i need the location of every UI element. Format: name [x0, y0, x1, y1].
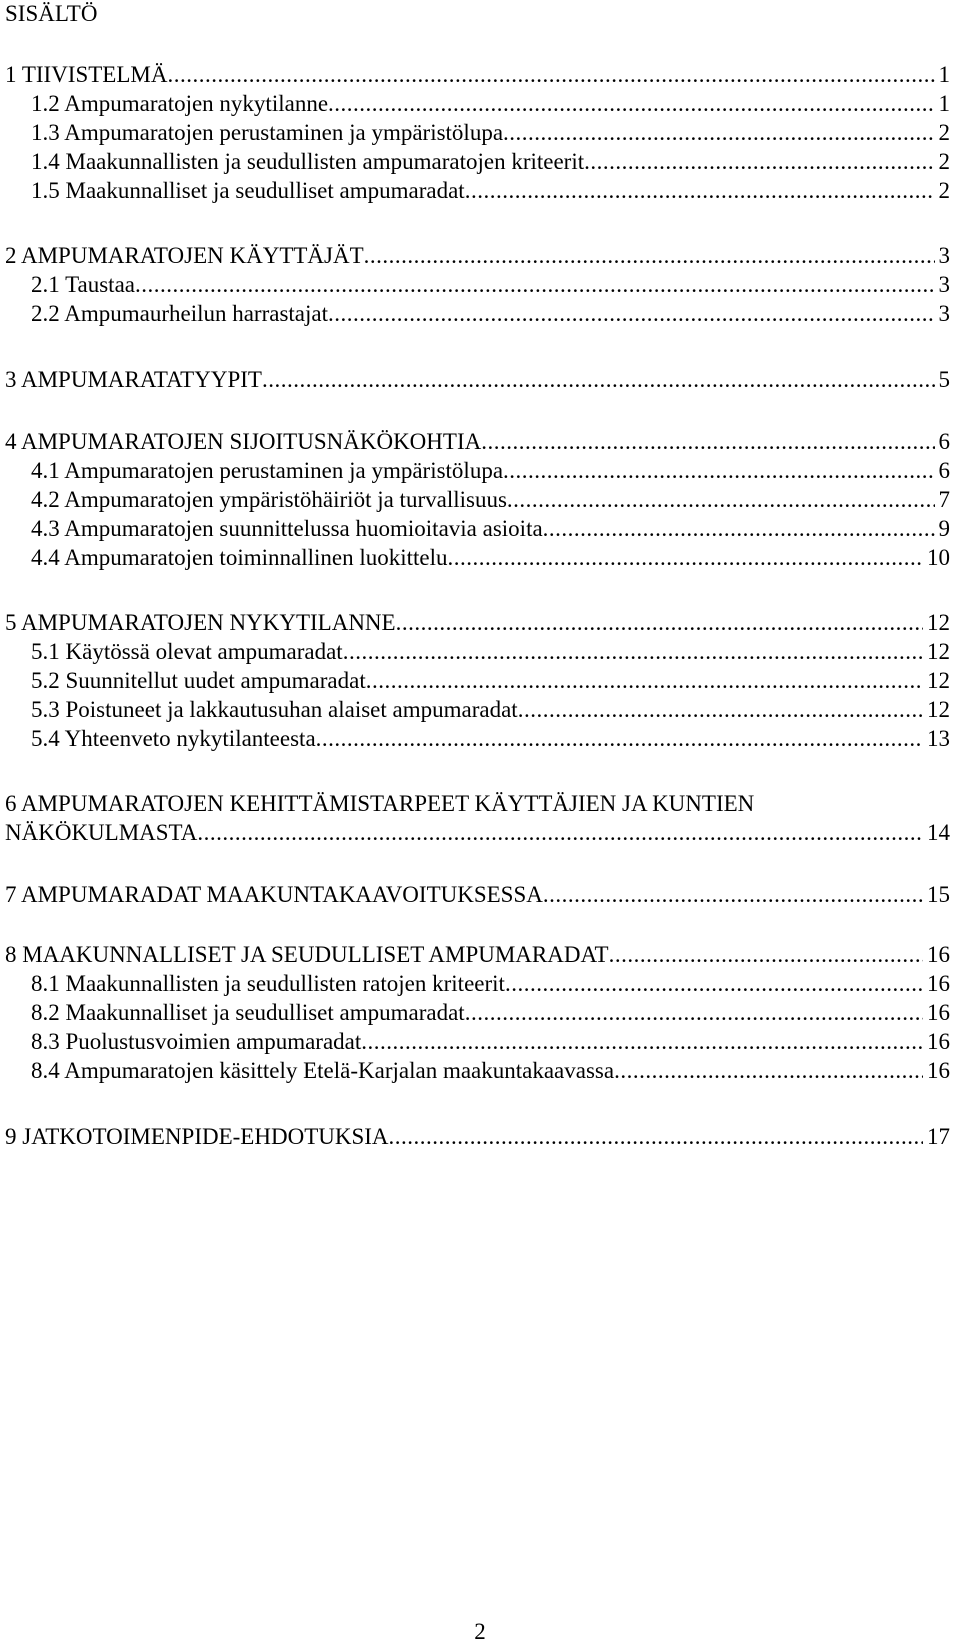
dot-leader	[609, 940, 923, 970]
page-number: 2	[474, 1619, 486, 1644]
toc-entry-5-3[interactable]	[31, 695, 950, 725]
toc-entry-page: 10	[927, 545, 950, 570]
toc-entry-8-3[interactable]	[31, 1027, 950, 1057]
toc-entry-page: 16	[927, 971, 950, 996]
toc-entry-page: 16	[927, 1000, 950, 1025]
toc-entry-5-4[interactable]	[31, 724, 950, 754]
toc-entry-4-2[interactable]	[31, 485, 950, 515]
toc-entry-label: 7 AMPUMARADAT MAAKUNTAKAAVOITUKSESSA	[5, 882, 543, 907]
toc-entry-label: 4 AMPUMARATOJEN SIJOITUSNÄKÖKOHTIA	[5, 429, 482, 454]
toc-entry-label: 2.1 Taustaa	[31, 272, 135, 297]
toc-entry-page: 1	[938, 91, 950, 116]
toc-entry-label: 5.4 Yhteenveto nykytilanteesta	[31, 726, 316, 751]
toc-entry-page: 3	[938, 243, 950, 268]
dot-leader	[584, 147, 934, 177]
dot-leader	[503, 118, 934, 148]
dot-leader	[481, 427, 934, 457]
dot-leader	[361, 1027, 923, 1057]
toc-entry-1[interactable]	[5, 60, 950, 90]
toc-entry-page: 9	[938, 516, 950, 541]
dot-leader	[316, 724, 923, 754]
dot-leader	[328, 299, 934, 329]
toc-entry-page: 12	[927, 697, 950, 722]
toc-entry-page: 16	[927, 942, 950, 967]
page-title: SISÄLTÖ	[5, 1, 98, 26]
toc-entry-label: 8 MAAKUNNALLISET JA SEUDULLISET AMPUMARADAT	[5, 942, 609, 967]
toc-entry-label: 4.1 Ampumaratojen perustaminen ja ympäristölupa	[31, 458, 504, 483]
toc-entry-label: 1.5 Maakunnalliset ja seudulliset ampumaradat	[31, 178, 465, 203]
toc-entry-label: 4.2 Ampumaratojen ympäristöhäiriöt ja turvallisuus	[31, 487, 507, 512]
toc-entry-page: 2	[938, 120, 950, 145]
dot-leader	[543, 880, 923, 910]
toc-entry-4-3[interactable]	[31, 514, 950, 544]
toc-entry-page: 2	[938, 149, 950, 174]
dot-leader	[262, 365, 935, 395]
toc-entry-page: 1	[938, 62, 950, 87]
toc-entry-2[interactable]	[5, 241, 950, 271]
toc-entry-page: 12	[927, 639, 950, 664]
toc-entry-label: 2.2 Ampumaurheilun harrastajat	[31, 301, 329, 326]
toc-entry-page: 6	[938, 458, 950, 483]
toc-entry-8-4[interactable]	[31, 1056, 950, 1086]
toc-entry-page: 14	[927, 820, 950, 845]
toc-entry-label: 5.3 Poistuneet ja lakkautusuhan alaiset ampumaradat	[31, 697, 518, 722]
toc-entry-label: 2 AMPUMARATOJEN KÄYTTÄJÄT	[5, 243, 364, 268]
toc-entry-page: 5	[938, 367, 950, 392]
toc-entry-page: 16	[927, 1029, 950, 1054]
toc-entry-page: 12	[927, 668, 950, 693]
toc-entry-1-2[interactable]	[31, 89, 950, 119]
toc-entry-5[interactable]	[5, 608, 950, 638]
toc-entry-label: 1.2 Ampumaratojen nykytilanne	[31, 91, 329, 116]
dot-leader	[543, 514, 935, 544]
toc-entry-2-1[interactable]	[31, 270, 950, 300]
dot-leader	[197, 818, 923, 848]
toc-entry-label: 3 AMPUMARATATYYPIT	[5, 367, 262, 392]
toc-entry-8-2[interactable]	[31, 998, 950, 1028]
toc-entry-label: 8.3 Puolustusvoimien ampumaradat	[31, 1029, 362, 1054]
dot-leader	[614, 1056, 923, 1086]
toc-entry-3[interactable]	[5, 365, 950, 395]
toc-entry-page: 7	[938, 487, 950, 512]
dot-leader	[448, 543, 924, 573]
toc-entry-4[interactable]	[5, 427, 950, 457]
toc-entry-label: 4.4 Ampumaratojen toiminnallinen luokittelu	[31, 545, 448, 570]
dot-leader	[505, 969, 923, 999]
toc-entry-label: 1.4 Maakunnallisten ja seudullisten ampumaratojen kriteerit	[31, 149, 585, 174]
toc-entry-label: 1 TIIVISTELMÄ	[5, 62, 168, 87]
toc-entry-5-1[interactable]	[31, 637, 950, 667]
dot-leader	[328, 89, 934, 119]
toc-entry-1-3[interactable]	[31, 118, 950, 148]
dot-leader	[518, 695, 923, 725]
toc-entry-6-line-1[interactable]: 6 AMPUMARATOJEN KEHITTÄMISTARPEET KÄYTTÄJIEN JA KUNTIEN	[5, 791, 755, 816]
toc-entry-label: 8.1 Maakunnallisten ja seudullisten ratojen kriteerit	[31, 971, 505, 996]
toc-entry-page: 2	[938, 178, 950, 203]
toc-entry-4-4[interactable]	[31, 543, 950, 573]
toc-entry-label: 5.1 Käytössä olevat ampumaradat	[31, 639, 343, 664]
dot-leader	[167, 60, 934, 90]
toc-entry-6[interactable]	[5, 818, 950, 848]
toc-entry-page: 13	[927, 726, 950, 751]
dot-leader	[465, 998, 923, 1028]
toc-entry-page: 15	[927, 882, 950, 907]
dot-leader	[343, 637, 923, 667]
toc-entry-2-2[interactable]	[31, 299, 950, 329]
toc-entry-label: NÄKÖKULMASTA	[5, 820, 198, 845]
dot-leader	[135, 270, 935, 300]
toc-entry-label: 5.2 Suunnitellut uudet ampumaradat	[31, 668, 366, 693]
toc-entry-label: 8.2 Maakunnalliset ja seudulliset ampumaradat	[31, 1000, 465, 1025]
dot-leader	[465, 176, 935, 206]
dot-leader	[364, 241, 935, 271]
toc-entry-8[interactable]	[5, 940, 950, 970]
toc-entry-page: 3	[938, 272, 950, 297]
dot-leader	[503, 456, 934, 486]
toc-entry-7[interactable]	[5, 880, 950, 910]
dot-leader	[366, 666, 923, 696]
toc-entry-4-1[interactable]	[31, 456, 950, 486]
toc-entry-5-2[interactable]	[31, 666, 950, 696]
toc-entry-label: 8.4 Ampumaratojen käsittely Etelä-Karjalan maakuntakaavassa	[31, 1058, 615, 1083]
toc-entry-label: 1.3 Ampumaratojen perustaminen ja ympäristölupa	[31, 120, 504, 145]
dot-leader	[396, 608, 923, 638]
dot-leader	[507, 485, 935, 515]
toc-entry-1-5[interactable]	[31, 176, 950, 206]
toc-entry-page: 17	[927, 1124, 950, 1149]
dot-leader	[389, 1122, 923, 1152]
toc-entry-page: 12	[927, 610, 950, 635]
toc-entry-label: 5 AMPUMARATOJEN NYKYTILANNE	[5, 610, 396, 635]
toc-entry-page: 3	[938, 301, 950, 326]
toc-entry-8-1[interactable]	[31, 969, 950, 999]
toc-entry-page: 16	[927, 1058, 950, 1083]
toc-entry-label: 4.3 Ampumaratojen suunnittelussa huomioitavia asioita	[31, 516, 543, 541]
toc-entry-page: 6	[938, 429, 950, 454]
toc-entry-label: 9 JATKOTOIMENPIDE-EHDOTUKSIA	[5, 1124, 389, 1149]
toc-entry-9[interactable]	[5, 1122, 950, 1152]
toc-entry-1-4[interactable]	[31, 147, 950, 177]
